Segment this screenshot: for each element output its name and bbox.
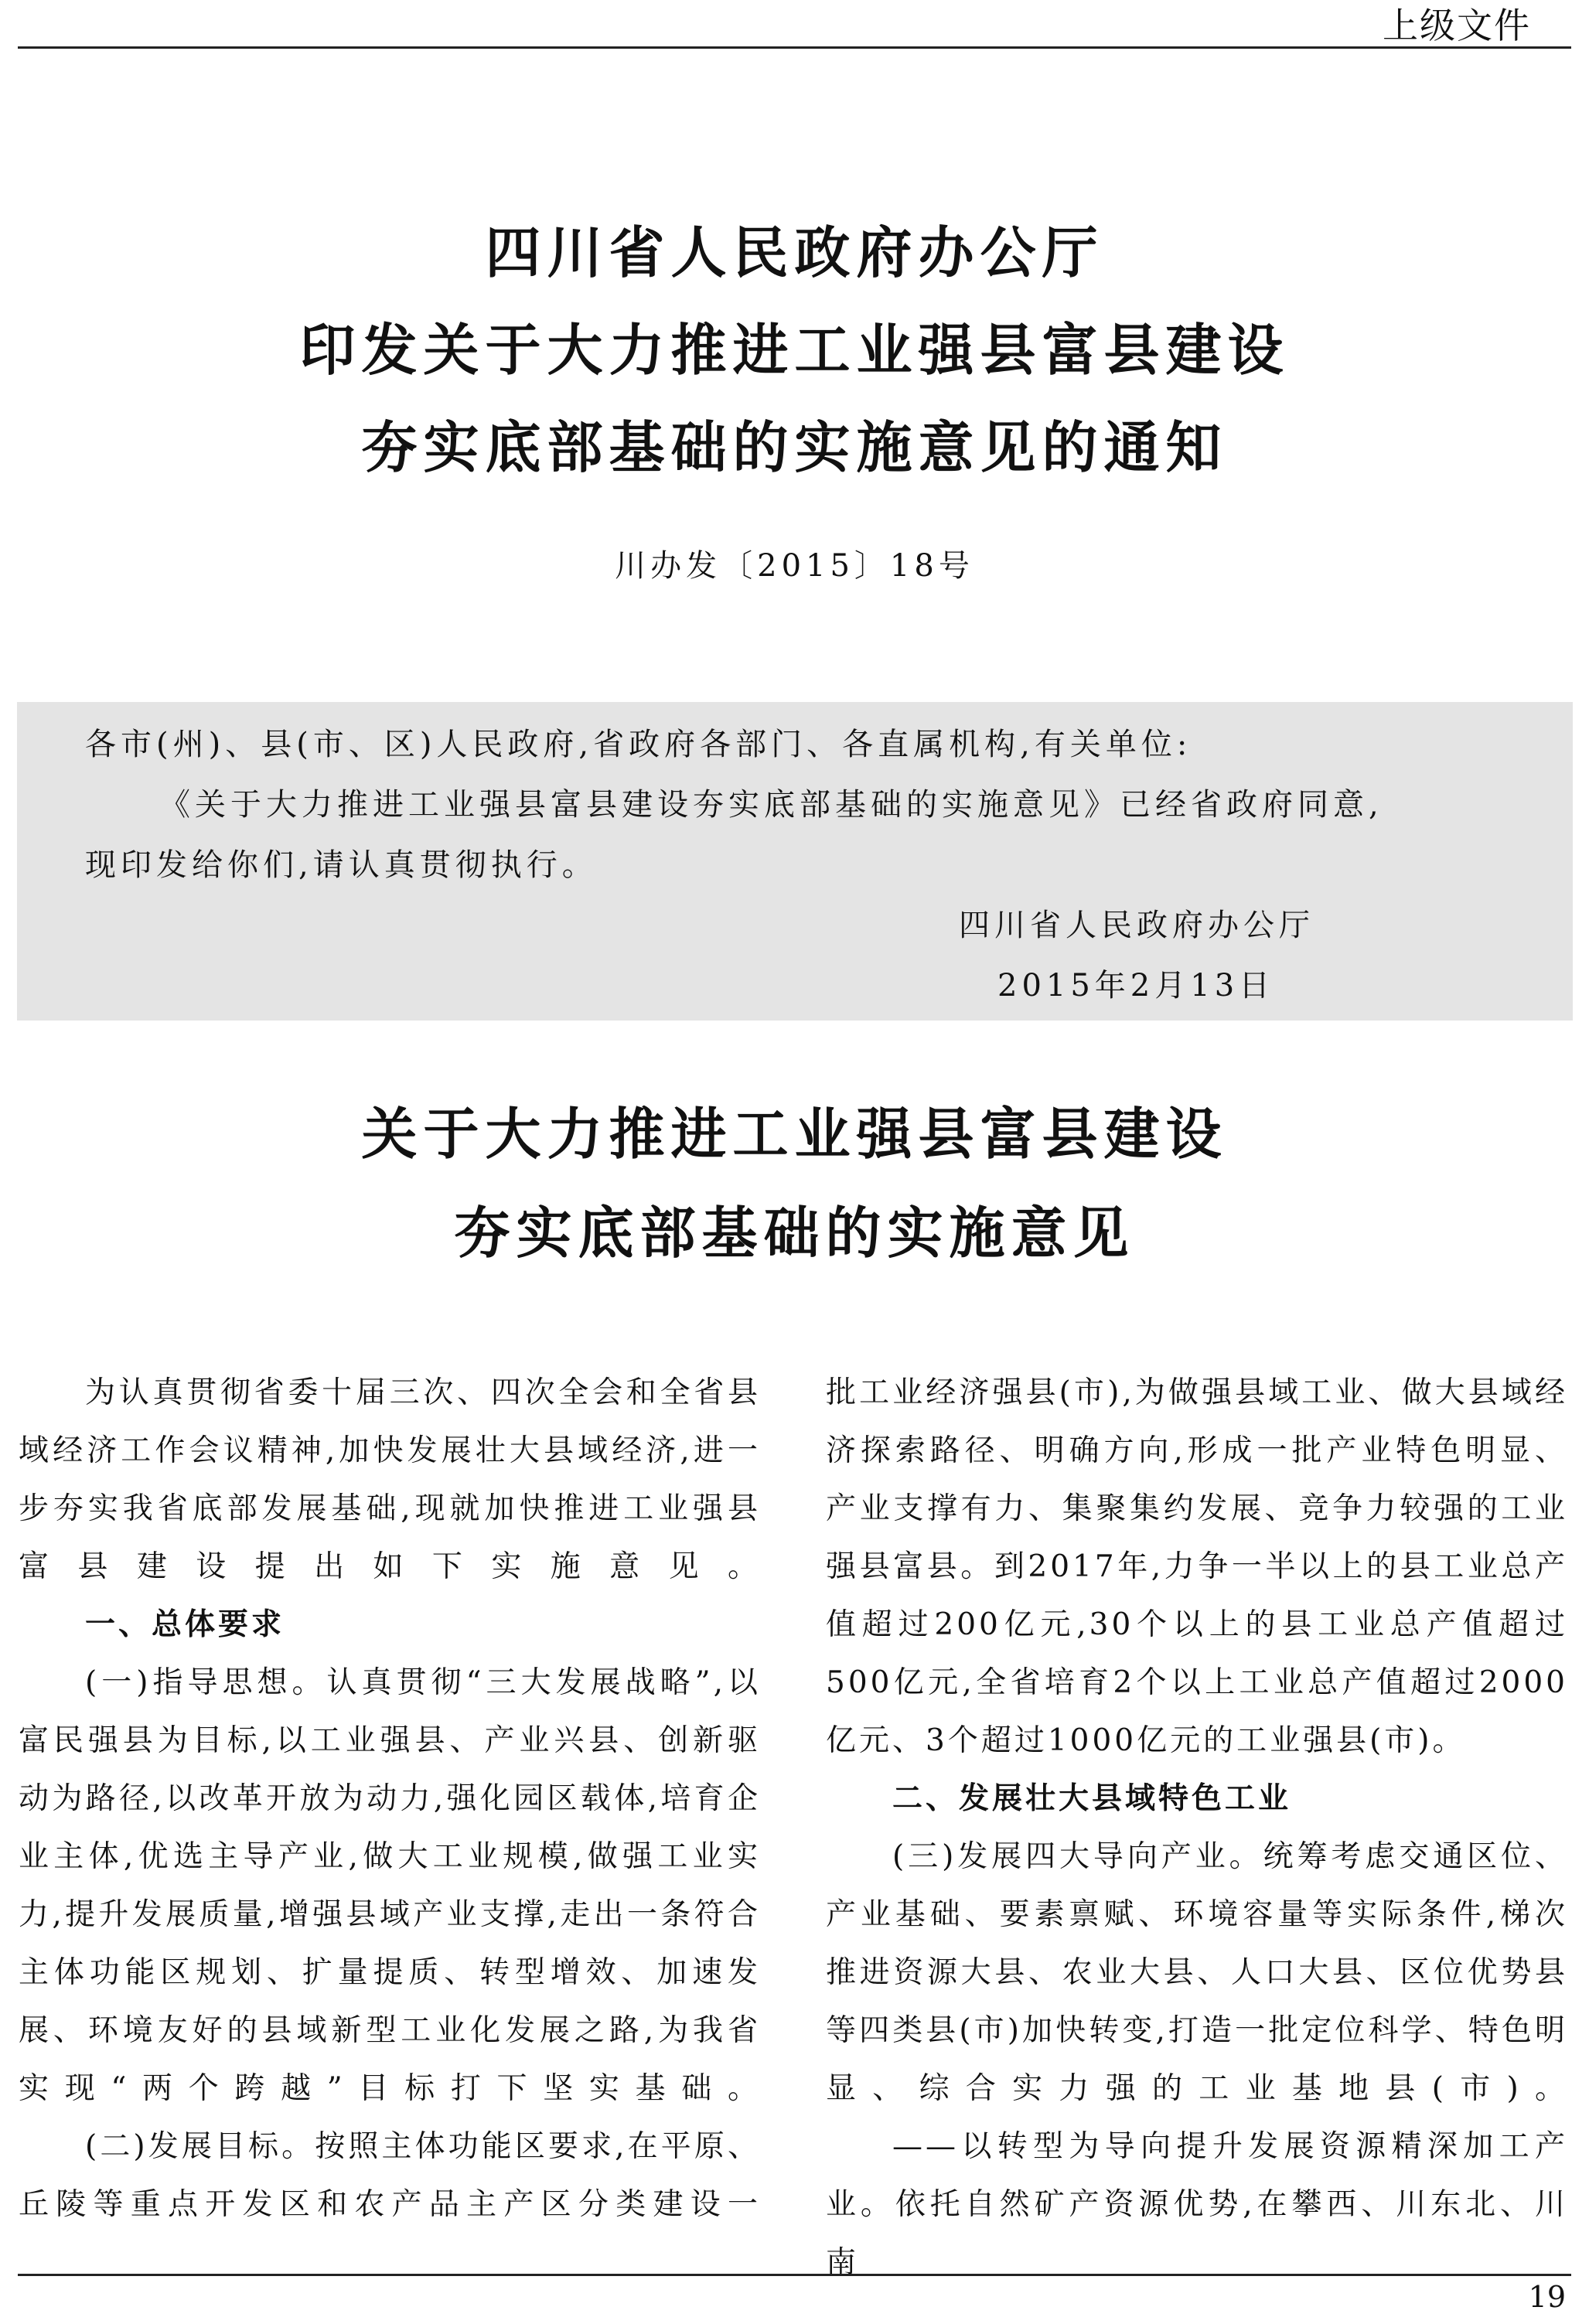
left-para-3: (二)发展目标。按照主体功能区要求,在平原、丘陵等重点开发区和农产品主产区分类建设一 xyxy=(19,2129,761,2222)
notice-signer: 四川省人民政府办公厅 xyxy=(959,908,1315,943)
notice-title-line-3: 夯实底部基础的实施意见的通知 xyxy=(361,414,1228,480)
right-para-2: (三)发展四大导向产业。统筹考虑交通区位、产业基础、要素禀赋、环境容量等实际条件,梯次推进资源大县、农业大县、人口大县、区位优势县等四类县(市)加快转变,打造一批定位科学、特色明显、综合实力强的工业基地县(市)。 xyxy=(826,1839,1568,2106)
section-tag: 上级文件 xyxy=(1383,5,1531,46)
notice-addressee: 各市(州)、县(市、区)人民政府,省政府各部门、各直属机构,有关单位: xyxy=(85,727,1192,762)
notice-box xyxy=(17,702,1573,1021)
section-heading-1: 一、总体要求 xyxy=(85,1607,285,1642)
notice-body-line-2: 现印发给你们,请认真贯彻执行。 xyxy=(85,847,598,883)
notice-date: 2015年2月13日 xyxy=(997,968,1275,1004)
section-heading-2: 二、发展壮大县域特色工业 xyxy=(892,1781,1292,1816)
article-title-line-1: 关于大力推进工业强县富县建设 xyxy=(361,1101,1228,1167)
bottom-rule xyxy=(18,2274,1571,2276)
left-column xyxy=(19,1364,761,2234)
notice-title-line-2: 印发关于大力推进工业强县富县建设 xyxy=(299,317,1290,383)
left-para-2: (一)指导思想。认真贯彻“三大发展战略”,以富民强县为目标,以工业强县、产业兴县、创新驱动为路径,以改革开放为动力,强化园区载体,培育企业主体,优选主导产业,做大工业规模,做强工业实力,提升发展质量,增强县域产业支撑,走出一条符合主体功能区规划、扩量提质、转型增效、加速发展、环境友好的县域新型工业化发展之路,为我省实现“两个跨越”目标打下坚实基础。 xyxy=(19,1665,761,2106)
top-rule xyxy=(18,46,1571,49)
right-para-3: ——以转型为导向提升发展资源精深加工产业。依托自然矿产资源优势,在攀西、川东北、川南 xyxy=(826,2129,1568,2280)
notice-body-line-1: 《关于大力推进工业强县富县建设夯实底部基础的实施意见》已经省政府同意, xyxy=(159,787,1383,823)
page-number: 19 xyxy=(1528,2280,1566,2314)
document-number: 川办发〔2015〕18号 xyxy=(615,548,974,584)
right-para-1: 批工业经济强县(市),为做强县域工业、做大县域经济探索路径、明确方向,形成一批产业特色明显、产业支撑有力、集聚集约发展、竞争力较强的工业强县富县。到2017年,力争一半以上的县工业总产值超过200亿元,30个以上的县工业总产值超过500亿元,全省培育2个以上工业总产值超过2000亿元、3个超过1000亿元的工业强县(市)。 xyxy=(826,1375,1568,1758)
notice-title-line-1: 四川省人民政府办公厅 xyxy=(485,220,1104,285)
right-column xyxy=(826,1364,1568,2292)
left-para-1: 为认真贯彻省委十届三次、四次全会和全省县域经济工作会议精神,加快发展壮大县域经济,进一步夯实我省底部发展基础,现就加快推进工业强县富县建设提出如下实施意见。 xyxy=(19,1375,761,1584)
article-title-line-2: 夯实底部基础的实施意见 xyxy=(454,1200,1135,1266)
